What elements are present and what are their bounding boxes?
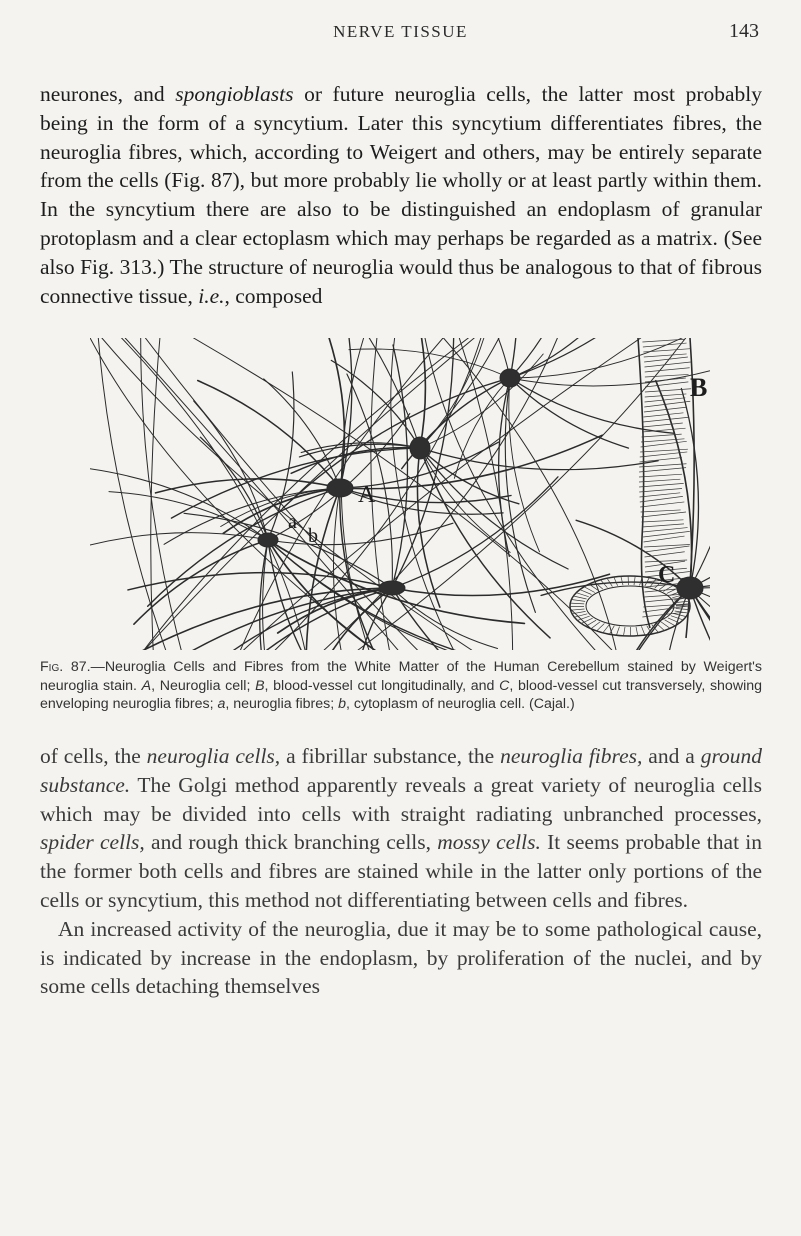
neuroglia-fibre — [141, 338, 182, 650]
label-b-lower: b — [308, 525, 318, 547]
term-neuroglia-fibres: neuroglia fibres, — [500, 744, 643, 768]
vessel-hatch — [641, 626, 645, 635]
neuroglia-cell-body — [500, 369, 520, 387]
vessel-hatch — [591, 622, 600, 629]
vessel-hatch — [639, 458, 681, 462]
vessel-hatch — [643, 417, 689, 422]
vessel-hatch — [584, 587, 595, 593]
neuroglia-fibre — [134, 540, 268, 624]
vessel-hatch — [624, 627, 626, 636]
neuroglia-fibre — [125, 338, 398, 650]
term-spongioblasts: spongioblasts — [175, 82, 294, 106]
vessel-hatch — [641, 439, 684, 442]
vessel-hatch — [661, 622, 670, 629]
vessel-hatch — [644, 362, 690, 367]
text-run: The Golgi method apparently reveals a great variety of neuroglia cells which may be divided into cells with straight radiating unbranched processes, — [40, 772, 762, 826]
text-run: , composed — [224, 283, 323, 308]
vessel-hatch — [614, 577, 618, 586]
figure-number: Fig. 87. — [40, 659, 91, 675]
vessel-hatch — [580, 590, 592, 595]
vessel-hatch — [645, 552, 685, 557]
caption-text: , blood-vessel cut longitudinally, and — [264, 677, 500, 694]
neuroglia-fibre — [264, 379, 340, 488]
vessel-hatch — [639, 464, 686, 467]
neuroglia-fibre — [510, 338, 578, 378]
running-head: NERVE TISSUE — [333, 22, 468, 41]
neuroglia-fibre — [148, 488, 340, 606]
caption-key: B — [255, 677, 265, 694]
paragraph — [40, 742, 762, 915]
text-run: neurones, and — [40, 82, 176, 106]
caption-key: C — [499, 677, 510, 694]
vessel-hatch — [639, 483, 684, 487]
neuroglia-fibre — [244, 338, 641, 650]
page-number: 143 — [729, 20, 759, 42]
neuroglia-cell-body — [677, 577, 703, 599]
neuroglia-fibre — [444, 338, 617, 650]
neuroglia-cell-body — [379, 581, 405, 595]
text-run: It seems probable that in the former both cells and fibres are stained while in the latter only portions of the cells or syncytium, this method not differentiating between cells and fibres. — [40, 830, 763, 912]
vessel-hatch — [571, 609, 585, 610]
vessel-hatch — [676, 609, 690, 610]
vessel-hatch — [639, 489, 682, 492]
vessel-hatch — [644, 357, 688, 362]
caption-text: , cytoplasm of neuroglia cell. (Cajal.) — [346, 696, 575, 712]
caption-text: , neuroglia fibres; — [225, 696, 339, 712]
neuroglia-cell-body — [410, 437, 430, 459]
text-run: a fibrillar substance, the — [280, 744, 501, 768]
vessel-hatch — [642, 520, 684, 522]
vessel-hatch — [576, 593, 589, 597]
vessel-hatch — [642, 524, 684, 527]
vessel-hatch — [640, 449, 688, 452]
vessel-hatch — [640, 496, 683, 502]
vessel-hatch — [644, 354, 687, 357]
text-run: and a — [642, 744, 701, 768]
neuroglia-drawing — [90, 338, 710, 650]
vessel-hatch — [641, 510, 681, 512]
vessel-hatch — [570, 603, 584, 604]
caption-text: , Neuroglia cell; — [151, 677, 256, 694]
vessel-hatch — [665, 620, 676, 626]
vessel-hatch — [671, 616, 683, 620]
caption-text: —Neuroglia Cells and Fibres from the White Matter of the Human Cerebellum stained by Weigert's neuroglia stain. — [40, 659, 762, 694]
vessel-hatch — [641, 441, 687, 447]
figure-caption — [40, 658, 762, 714]
paragraph: An increased activity of the neuroglia, due it may be to some pathological cause, is indicated by increase in the endoplasm, by proliferation of the nuclei, and by some cells detaching themselves — [40, 916, 762, 999]
vessel-hatch — [656, 623, 664, 630]
label-a-lower: a — [288, 511, 297, 533]
neuroglia-fibre — [122, 338, 305, 650]
neuroglia-fibre — [391, 338, 454, 650]
vessel-hatch — [645, 374, 689, 377]
vessel-hatch — [643, 528, 688, 532]
vessel-hatch — [603, 625, 609, 633]
term-neuroglia-cells: neuroglia cells, — [146, 744, 281, 768]
term-spider-cells: spider cells, — [40, 830, 145, 855]
term-ground-substance: ground substance. — [40, 744, 763, 797]
body-paragraph-top — [40, 80, 762, 310]
vessel-hatch — [642, 339, 684, 342]
figure-neuroglia-illustration — [90, 338, 710, 650]
vessel-hatch — [616, 627, 619, 636]
neuroglia-fibre — [198, 381, 340, 489]
neuroglia-fibre — [347, 374, 392, 588]
vessel-hatch — [643, 536, 684, 542]
text-run: of cells, the — [40, 744, 147, 768]
vessel-hatch — [639, 468, 686, 472]
label-c-upper: C — [658, 562, 676, 588]
vessel-hatch — [645, 394, 687, 397]
vessel-hatch — [597, 624, 605, 631]
text-run: or future neuroglia cells, the latter most probably being in the form of a syncytium. Later this syncytium differentiates fibres, the neuroglia fibres, which, according to Weigert and others, may be entirely separate from the cells (Fig. 87), but more probably lie wholly or at least partly within them. In the syncytium there are also to be distinguished an endoplasm of granular protoplasm and a clear ectoplasm which may perhaps be regarded as a matrix. (See also Fig. 313.) The structure of neuroglia would thus be analogous to that of fibrous connective tissue, — [40, 82, 763, 308]
label-b-upper: B — [690, 373, 708, 402]
text-run: and rough thick branching cells, — [144, 830, 438, 855]
vessel-hatch — [643, 349, 690, 352]
neuroglia-fibre — [681, 389, 698, 589]
vessel-hatch — [645, 368, 690, 372]
neuroglia-cell-body — [327, 479, 353, 497]
vessel-hatch — [571, 600, 585, 602]
caption-key: b — [338, 696, 347, 712]
paragraph — [40, 80, 762, 310]
vessel-hatch — [640, 502, 684, 507]
caption-key: a — [217, 696, 226, 712]
term-mossy-cells: mossy cells. — [437, 830, 541, 855]
vessel-hatch — [639, 479, 680, 482]
vessel-hatch — [640, 493, 681, 497]
vessel-hatch — [643, 423, 683, 427]
vessel-hatch — [586, 620, 596, 626]
vessel-hatch — [645, 378, 686, 382]
neuroglia-fibre — [200, 437, 268, 540]
vessel-hatch — [621, 576, 623, 585]
caption-text: , blood-vessel cut transversely, showing enveloping neuroglia fibres; — [40, 677, 762, 712]
neuroglia-fibre — [408, 338, 425, 448]
page-header — [0, 18, 801, 48]
vessel-hatch — [641, 512, 686, 517]
label-a-upper: A — [358, 482, 376, 508]
vessel-hatch — [643, 413, 683, 417]
body-paragraph-bottom — [40, 742, 762, 1001]
vessel-hatch — [644, 401, 690, 407]
vessel-hatch — [634, 576, 635, 585]
vessel-hatch — [573, 596, 586, 599]
neuroglia-cell-body — [258, 533, 278, 547]
vessel-hatch — [639, 474, 682, 477]
vessel-hatch — [645, 398, 686, 402]
vessel-hatch — [667, 588, 678, 593]
abbrev-ie: i.e. — [198, 283, 225, 308]
neuroglia-fibre — [420, 448, 510, 552]
caption-key: A — [141, 677, 152, 694]
vessel-hatch — [645, 389, 691, 392]
neuroglia-fibre — [420, 448, 550, 638]
vessel-hatch — [636, 627, 638, 636]
neuroglia-fibre — [148, 588, 392, 650]
